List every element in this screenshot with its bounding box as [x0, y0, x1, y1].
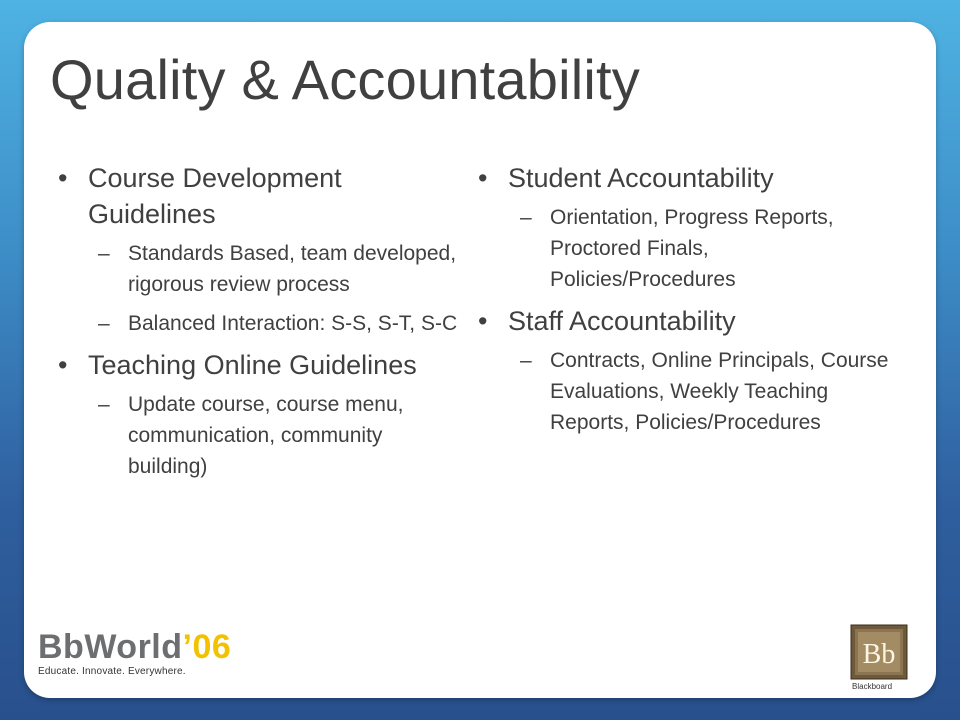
bbworld-part-bb: Bb [38, 628, 85, 666]
bullet-subitem: – Standards Based, team developed, rigorous review process [58, 238, 458, 300]
bullet-heading: • Student Accountability [478, 160, 898, 196]
bullet-subitem: – Balanced Interaction: S-S, S-T, S-C [58, 308, 458, 339]
slide-title: Quality & Accountability [50, 48, 640, 111]
bbworld-part-year: ’06 [182, 628, 232, 666]
bullet-heading: • Staff Accountability [478, 303, 898, 339]
bullet-heading: • Course Development Guidelines [58, 160, 458, 232]
left-column [58, 160, 458, 490]
bullet-subitem: – Orientation, Progress Reports, Proctored Finals, Policies/Procedures [478, 202, 898, 295]
blackboard-logo-mark: Bb [862, 639, 896, 670]
bbworld-tagline: Educate. Innovate. Everywhere. [38, 666, 186, 677]
right-column [478, 160, 898, 446]
bullet-heading: • Teaching Online Guidelines [58, 347, 458, 383]
bbworld-wordmark [38, 630, 231, 664]
bullet-subitem: – Contracts, Online Principals, Course Evaluations, Weekly Teaching Reports, Policies/Procedures [478, 345, 898, 438]
bullet-subitem: – Update course, course menu, communication, community building) [58, 389, 458, 482]
bbworld-part-world: World [84, 628, 183, 666]
bbworld-logo [38, 630, 231, 677]
blackboard-logo-icon [850, 624, 908, 680]
blackboard-logo-label: Blackboard [852, 682, 893, 691]
